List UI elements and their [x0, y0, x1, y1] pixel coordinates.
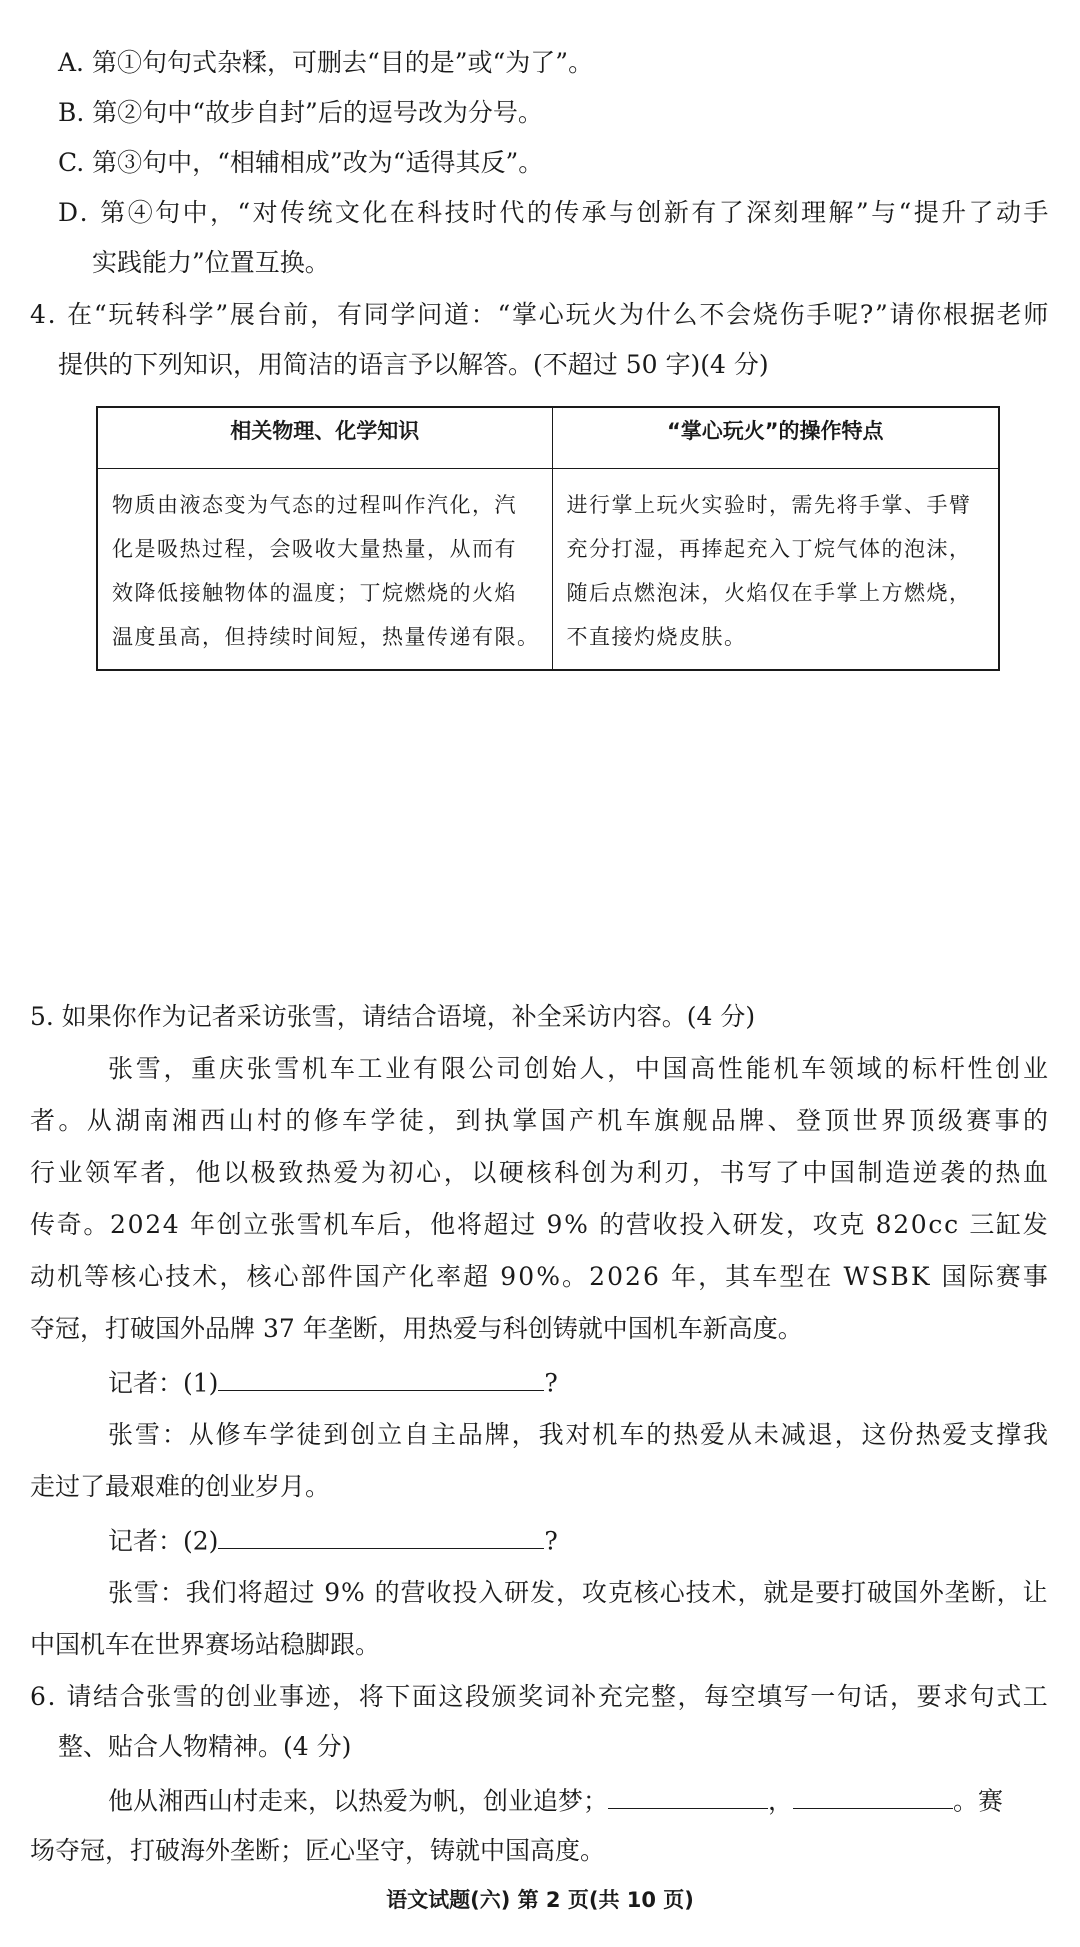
cell-line: 化是吸热过程，会吸收大量热量，从而有	[112, 537, 517, 561]
operation-cell	[552, 469, 999, 671]
table-header-row	[97, 407, 999, 469]
answer-blank-2[interactable]	[218, 1522, 544, 1549]
knowledge-table	[96, 406, 1000, 671]
question-mark: ?	[544, 1368, 558, 1398]
option-d: D. 第④句中，“对传统文化在科技时代的传承与创新有了深刻理解”与“提升了动手	[58, 198, 1051, 227]
passage-line: 动机等核心技术，核心部件国产化率超 90%。2026 年，其车型在 WSBK 国际赛事	[30, 1262, 1050, 1291]
reporter-label-2: 记者：(2)	[108, 1526, 219, 1556]
award-comma: ，	[768, 1786, 794, 1816]
cell-line: 温度虽高，但持续时间短，热量传递有限。	[112, 625, 540, 649]
cell-line: 物质由液态变为气态的过程叫作汽化，汽	[112, 493, 517, 517]
option-a: A. 第①句句式杂糅，可删去“目的是”或“为了”。	[58, 48, 594, 77]
award-text-end: 。赛	[953, 1786, 1004, 1816]
passage-line: 者。从湖南湘西山村的修车学徒，到执掌国产机车旗舰品牌、登顶世界顶级赛事的	[30, 1106, 1052, 1135]
interview-answer-2: 张雪：我们将超过 9% 的营收投入研发，攻克核心技术，就是要打破国外垄断，让	[108, 1578, 1049, 1607]
option-d-continued: 实践能力”位置互换。	[92, 248, 330, 277]
passage-line: 行业领军者，他以极致热爱为初心，以硬核科创为利刃，书写了中国制造逆袭的热血	[30, 1158, 1051, 1187]
cell-line: 不直接灼烧皮肤。	[566, 625, 747, 649]
award-text-start: 他从湘西山村走来，以热爱为帆，创业追梦；	[108, 1786, 609, 1816]
award-blank-1[interactable]	[608, 1782, 768, 1809]
question-6-prompt-continued: 整、贴合人物精神。(4 分)	[58, 1732, 352, 1761]
cell-line: 进行掌上玩火实验时，需先将手掌、手臂	[566, 493, 972, 517]
award-blank-2[interactable]	[793, 1782, 953, 1809]
award-text-continued: 场夺冠，打破海外垄断；匠心坚守，铸就中国高度。	[30, 1836, 606, 1865]
question-4-prompt: 4. 在“玩转科学”展台前，有同学问道：“掌心玩火为什么不会烧伤手呢?”请你根据老师	[30, 300, 1051, 329]
interview-answer-2-continued: 中国机车在世界赛场站稳脚跟。	[30, 1630, 381, 1659]
reporter-question-2	[108, 1522, 558, 1560]
cell-line: 效降低接触物体的温度；丁烷燃烧的火焰	[112, 581, 517, 605]
table-row	[97, 469, 999, 671]
question-4-prompt-continued: 提供的下列知识，用简洁的语言予以解答。(不超过 50 字)(4 分)	[58, 350, 769, 379]
header-operation: “掌心玩火”的操作特点	[552, 407, 999, 469]
cell-line: 随后点燃泡沫，火焰仅在手掌上方燃烧，	[566, 581, 972, 605]
question-5-prompt: 5. 如果你作为记者采访张雪，请结合语境，补全采访内容。(4 分)	[30, 1002, 756, 1031]
cell-line: 充分打湿，再捧起充入丁烷气体的泡沫，	[566, 537, 972, 561]
award-text	[108, 1782, 1003, 1820]
reporter-label-1: 记者：(1)	[108, 1368, 219, 1398]
passage-line: 张雪，重庆张雪机车工业有限公司创始人，中国高性能机车领域的标杆性创业	[108, 1054, 1051, 1083]
knowledge-cell	[97, 469, 552, 671]
page-footer: 语文试题(六) 第 2 页(共 10 页)	[386, 1888, 694, 1912]
option-b: B. 第②句中“故步自封”后的逗号改为分号。	[58, 98, 543, 127]
header-knowledge: 相关物理、化学知识	[97, 407, 552, 469]
option-c: C. 第③句中，“相辅相成”改为“适得其反”。	[58, 148, 544, 177]
passage-line: 传奇。2024 年创立张雪机车后，他将超过 9% 的营收投入研发，攻克 820cc 三缸发	[30, 1210, 1050, 1239]
interview-answer-1-continued: 走过了最艰难的创业岁月。	[30, 1472, 331, 1501]
passage-line: 夺冠，打破国外品牌 37 年垄断，用热爱与科创铸就中国机车新高度。	[30, 1314, 803, 1343]
interview-answer-1: 张雪：从修车学徒到创立自主品牌，我对机车的热爱从未减退，这份热爱支撑我	[108, 1420, 1050, 1449]
reporter-question-1	[108, 1364, 558, 1402]
question-mark: ?	[544, 1526, 558, 1556]
question-6-prompt: 6. 请结合张雪的创业事迹，将下面这段颁奖词补充完整，每空填写一句话，要求句式工	[30, 1682, 1050, 1711]
answer-blank-1[interactable]	[218, 1364, 544, 1391]
